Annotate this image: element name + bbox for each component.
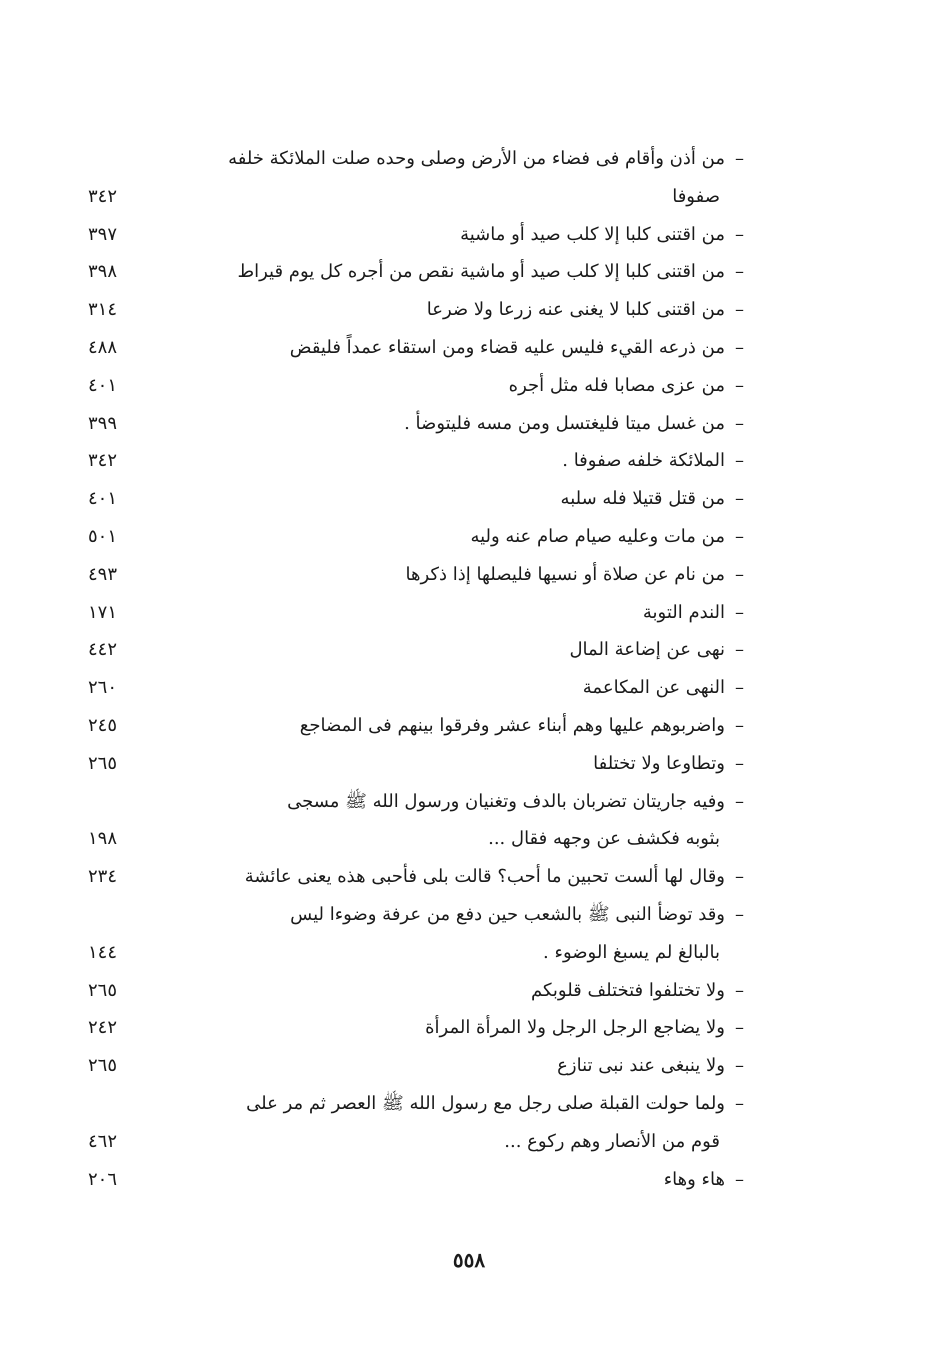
index-entry [88, 896, 744, 972]
entry-dash: – [735, 525, 744, 547]
entry-text [569, 631, 744, 669]
entry-dash: – [735, 714, 744, 736]
index-entry [88, 140, 744, 216]
entry-page-number: ١٩٨ [88, 828, 118, 850]
index-entry [88, 405, 744, 443]
entry-text-content: من اقتنى كلبا إلا كلب صيد أو ماشية [460, 223, 725, 245]
entry-line [88, 707, 744, 745]
entry-text-content: من ذرعه القيء فليس عليه قضاء ومن استقاء عمداً فليقض [289, 336, 725, 358]
entry-text-content: الملائكة خلفه صفوفا . [562, 450, 725, 472]
entry-dash: – [735, 790, 744, 812]
page-number: ٥٥٨ [452, 1248, 486, 1272]
entry-dash: – [735, 412, 744, 434]
entry-line [88, 291, 744, 329]
entry-page-number: ٢٤٥ [88, 714, 118, 736]
index-entry [88, 631, 744, 669]
entry-line [88, 1161, 744, 1199]
index-entry [88, 594, 744, 632]
entry-dash: – [735, 866, 744, 888]
entry-text-content: بالبالغ لم يسبغ الوضوء . [543, 941, 720, 963]
index-entry [88, 858, 744, 896]
entry-page-number: ٢٦٥ [88, 752, 118, 774]
entry-dash: – [735, 1017, 744, 1039]
entry-text [246, 1085, 744, 1123]
entry-continuation-line [88, 178, 744, 216]
entry-text [237, 253, 744, 291]
entry-dash: – [735, 450, 744, 472]
entry-page-number: ١٤٤ [88, 941, 118, 963]
entry-line [88, 253, 744, 291]
entry-text [561, 480, 744, 518]
entry-text-content: صفوفا [672, 185, 720, 207]
entry-dash: – [735, 639, 744, 661]
index-entry [88, 745, 744, 783]
entry-dash: – [735, 677, 744, 699]
entry-text-content: ولا ينبغى عند نبى تنازع [557, 1055, 725, 1077]
index-entry [88, 669, 744, 707]
entry-text [404, 405, 744, 443]
entry-dash: – [735, 601, 744, 623]
entry-line [88, 1009, 744, 1047]
entry-page-number: ٢٤٢ [88, 1017, 118, 1039]
entry-continuation-line [88, 1123, 744, 1161]
entry-dash: – [735, 752, 744, 774]
entry-page-number: ٢٦٥ [88, 1055, 118, 1077]
entry-text [488, 820, 720, 858]
entry-page-number: ٣٩٩ [88, 412, 118, 434]
entry-page-number: ٢٠٦ [88, 1168, 118, 1190]
entry-text-content: نهى عن إضاعة المال [569, 639, 725, 661]
entry-text-content: وتطاوعا ولا تختلفا [593, 752, 725, 774]
entry-line [88, 745, 744, 783]
entry-continuation-line [88, 934, 744, 972]
entry-text [664, 1161, 744, 1199]
entry-page-number: ٣٩٨ [88, 261, 118, 283]
entry-text [290, 329, 744, 367]
entry-text-content: من مات وعليه صيام صام عنه وليه [470, 525, 725, 547]
entry-page-number: ٤٤٢ [88, 639, 118, 661]
entry-text [406, 556, 744, 594]
index-entry [88, 253, 744, 291]
entry-page-number: ٤٩٣ [88, 563, 118, 585]
index-entry [88, 216, 744, 254]
entry-text-content: هاء وهاء [663, 1168, 725, 1190]
index-entry [88, 518, 744, 556]
entry-text-content: الندم التوبة [642, 601, 725, 623]
entry-page-number: ٢٦٠ [88, 677, 118, 699]
entry-dash: – [735, 1168, 744, 1190]
entry-line [88, 216, 744, 254]
entry-text [557, 1047, 744, 1085]
entry-dash: – [735, 1092, 744, 1114]
entry-line [88, 480, 744, 518]
entry-page-number: ٣٤٢ [88, 185, 118, 207]
index-entry [88, 783, 744, 859]
entry-line [88, 518, 744, 556]
entry-text-content: من اقتنى كلبا إلا كلب صيد أو ماشية نقص من أجره كل يوم قيراط [237, 261, 725, 283]
entry-page-number: ٢٣٤ [88, 866, 118, 888]
entry-continuation-line [88, 820, 744, 858]
entry-line [88, 896, 744, 934]
entry-line [88, 442, 744, 480]
entry-line [88, 556, 744, 594]
index-entry [88, 1161, 744, 1199]
entry-dash: – [735, 903, 744, 925]
entry-line [88, 140, 744, 178]
entry-text-content: وفيه جاريتان تضربان بالدف وتغنيان ورسول الله ﷺ مسجى [287, 790, 725, 812]
entry-text [531, 972, 744, 1010]
entry-dash: – [735, 223, 744, 245]
entry-text [470, 518, 744, 556]
entry-text [562, 442, 744, 480]
entry-text-content: من اقتنى كلبا لا يغنى عنه زرعا ولا ضرعا [426, 299, 725, 321]
entry-dash: – [735, 488, 744, 510]
entry-text [504, 1123, 720, 1161]
entry-text [300, 707, 744, 745]
entry-line [88, 972, 744, 1010]
entry-page-number: ٢٦٥ [88, 979, 118, 1001]
entry-line [88, 1047, 744, 1085]
entry-page-number: ٤٠١ [88, 488, 118, 510]
entry-text-content: ولما حولت القبلة صلى رجل مع رسول الله ﷺ العصر ثم مر على [246, 1092, 725, 1114]
entry-text [290, 896, 744, 934]
entry-dash: – [735, 374, 744, 396]
index-entry [88, 556, 744, 594]
index-entry [88, 707, 744, 745]
entry-dash: – [735, 1055, 744, 1077]
entry-page-number: ٣١٤ [88, 299, 118, 321]
index-entry [88, 291, 744, 329]
entry-text [593, 745, 744, 783]
entry-text [425, 1009, 744, 1047]
entry-dash: – [735, 261, 744, 283]
index-entry [88, 972, 744, 1010]
entry-dash: – [735, 336, 744, 358]
entry-text-content: وقد توضأ النبى ﷺ بالشعب حين دفع من عرفة وضوءا ليس [290, 903, 725, 925]
index-entry [88, 1085, 744, 1161]
entry-page-number: ٤٠١ [88, 374, 118, 396]
entry-page-number: ٣٤٢ [88, 450, 118, 472]
entry-text [509, 367, 744, 405]
entry-line [88, 1085, 744, 1123]
entry-dash: – [735, 299, 744, 321]
hadith-index-list [88, 140, 744, 1198]
entry-text-content: ولا يضاجع الرجل الرجل ولا المرأة المرأة [425, 1017, 725, 1039]
index-entry [88, 1009, 744, 1047]
entry-text [427, 291, 744, 329]
entry-line [88, 405, 744, 443]
index-entry [88, 367, 744, 405]
entry-dash: – [735, 979, 744, 1001]
entry-line [88, 367, 744, 405]
entry-text [460, 216, 744, 254]
entry-text [543, 934, 720, 972]
index-entry [88, 442, 744, 480]
entry-text-content: من نام عن صلاة أو نسيها فليصلها إذا ذكرها [405, 563, 725, 585]
entry-page-number: ٥٠١ [88, 525, 118, 547]
entry-text-content: بثوبه فكشف عن وجهه فقال ... [488, 828, 720, 850]
entry-text-content: قوم من الأنصار وهم ركوع ... [504, 1130, 720, 1152]
entry-text-content: من عزى مصابا فله مثل أجره [508, 374, 725, 396]
entry-text-content: ولا تختلفوا فتختلف قلوبكم [530, 979, 725, 1001]
entry-line [88, 858, 744, 896]
entry-text-content: واضربوهم عليها وهم أبناء عشر وفرقوا بينهم فى المضاجع [299, 714, 725, 736]
entry-line [88, 783, 744, 821]
entry-dash: – [735, 148, 744, 169]
entry-text-content: من غسل ميتا فليغتسل ومن مسه فليتوضأ . [404, 412, 725, 434]
entry-text [287, 783, 744, 821]
entry-text [643, 594, 744, 632]
entry-line [88, 631, 744, 669]
entry-text-content: النهى عن المكاعمة [582, 677, 725, 699]
entry-text-content: من قتل قتيلا فله سلبه [560, 488, 725, 510]
entry-page-number: ١٧١ [88, 601, 118, 623]
index-entry [88, 329, 744, 367]
entry-dash: – [735, 563, 744, 585]
index-entry [88, 1047, 744, 1085]
entry-text-content: وقال لها ألست تحبين ما أحب؟ قالت بلى فأحبى هذه يعنى عائشة [244, 866, 725, 888]
entry-text-content: من أذن وأقام فى فضاء من الأرض وصلى وحده صلت الملائكة خلفه [228, 148, 725, 169]
entry-page-number: ٤٨٨ [88, 336, 118, 358]
entry-page-number: ٤٦٢ [88, 1130, 118, 1152]
entry-text [672, 178, 720, 216]
entry-page-number: ٣٩٧ [88, 223, 118, 245]
index-entry [88, 480, 744, 518]
entry-line [88, 669, 744, 707]
entry-line [88, 594, 744, 632]
entry-text [245, 858, 744, 896]
entry-text [228, 140, 744, 178]
entry-text [583, 669, 744, 707]
entry-line [88, 329, 744, 367]
